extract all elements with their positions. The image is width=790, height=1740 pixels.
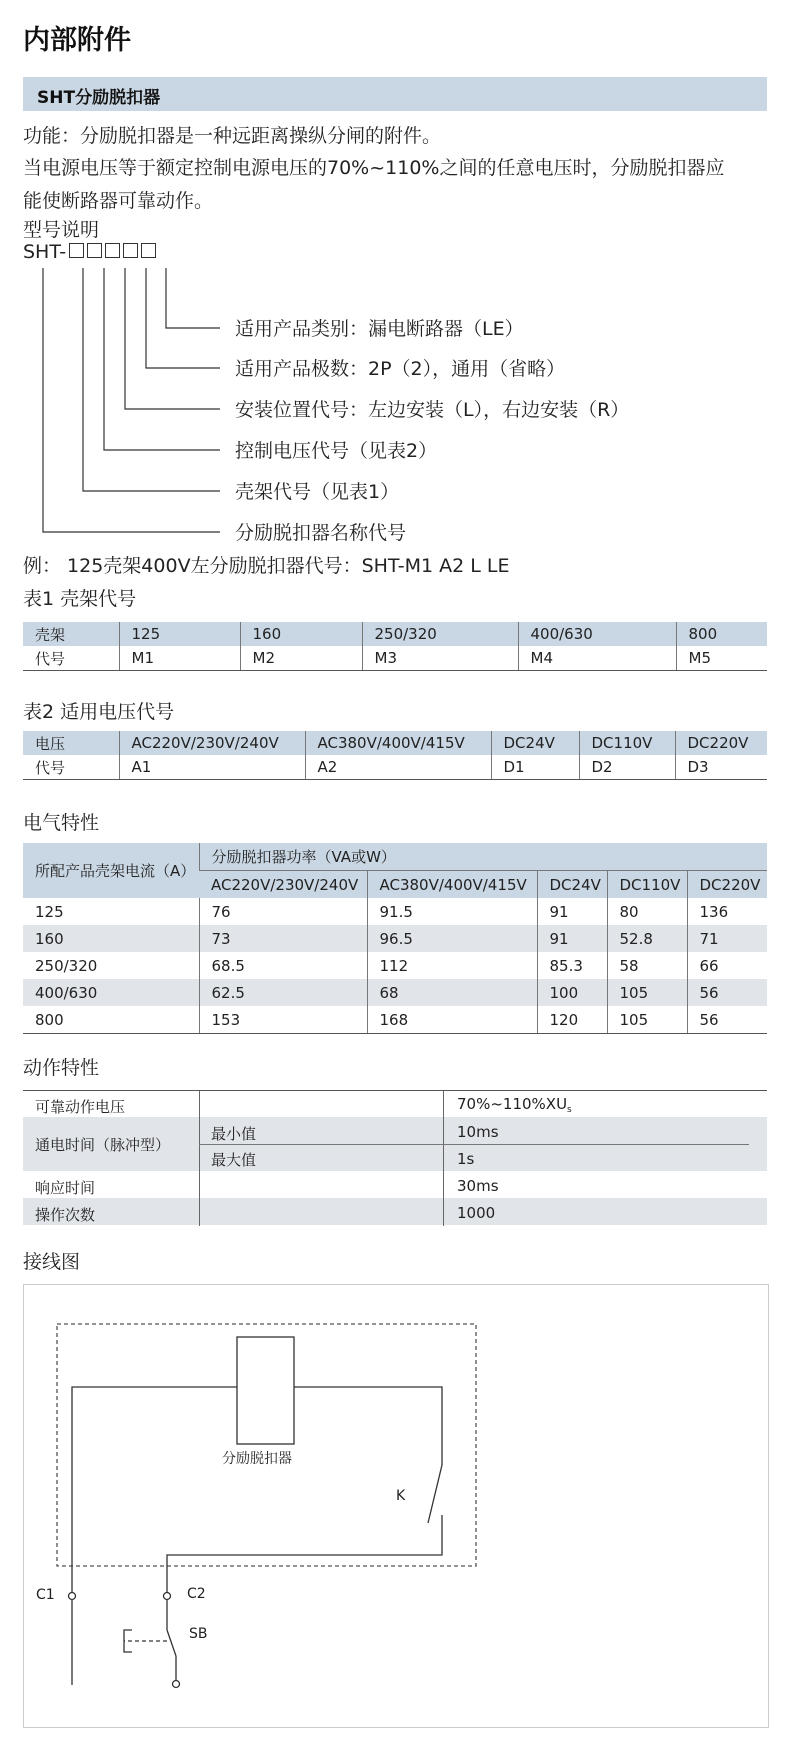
model-label-1: 适用产品类别：漏电断路器（LE） xyxy=(235,318,524,340)
section-band-title: SHT分励脱扣器 xyxy=(37,88,161,108)
switch-k-label: K xyxy=(396,1488,406,1504)
table2-cell: DC110V xyxy=(579,731,675,755)
action-heading: 动作特性 xyxy=(23,1057,100,1079)
intro-line-1: 功能：分励脱扣器是一种远距离操纵分闸的附件。 xyxy=(23,125,442,147)
table-row xyxy=(23,646,767,671)
electrical-cell: 85.3 xyxy=(537,952,607,979)
action-label-voltage: 可靠动作电压 xyxy=(35,1098,126,1116)
electrical-cell: 71 xyxy=(687,925,767,952)
action-label-operations: 操作次数 xyxy=(35,1206,96,1224)
electrical-table xyxy=(23,843,767,1034)
electrical-cell: 153 xyxy=(199,1006,367,1034)
table1-caption: 表1 壳架代号 xyxy=(23,588,137,610)
table-row xyxy=(23,979,767,1006)
electrical-cell: 73 xyxy=(199,925,367,952)
switch-k-blade xyxy=(428,1465,442,1523)
electrical-cell: 91 xyxy=(537,925,607,952)
switch-sb-blade xyxy=(167,1630,176,1656)
table2-cell: AC220V/230V/240V xyxy=(119,731,305,755)
table-row xyxy=(23,1006,767,1034)
table2-cell: D3 xyxy=(675,755,767,780)
model-label-6: 分励脱扣器名称代号 xyxy=(235,522,407,544)
divider xyxy=(199,1091,200,1226)
table2-cell: A2 xyxy=(305,755,491,780)
table1-cell: 壳架 xyxy=(35,625,66,644)
device-label: 分励脱扣器 xyxy=(222,1451,292,1467)
table-row xyxy=(23,755,767,780)
electrical-cell: 56 xyxy=(687,1006,767,1034)
table2-cell: DC24V xyxy=(491,731,579,755)
enclosure-dashed-box xyxy=(57,1324,476,1566)
divider xyxy=(23,1090,767,1091)
c2-label: C2 xyxy=(187,1586,206,1602)
table2 xyxy=(23,731,767,780)
terminal-c2 xyxy=(164,1593,171,1600)
table1-cell: 400/630 xyxy=(518,622,676,646)
terminal-sb xyxy=(173,1681,180,1688)
action-label-max: 最大值 xyxy=(211,1151,257,1169)
table1-cell: M2 xyxy=(240,646,362,671)
electrical-cell: 120 xyxy=(537,1006,607,1034)
electrical-cell: 68.5 xyxy=(199,952,367,979)
electrical-cell: 105 xyxy=(607,1006,687,1034)
model-label-5: 壳架代号（见表1） xyxy=(235,481,400,503)
electrical-group-header: 分励脱扣器功率（VA或W） xyxy=(199,843,767,871)
action-value-voltage xyxy=(457,1095,572,1115)
table1-cell: M5 xyxy=(676,646,767,671)
table1-cell: M3 xyxy=(362,646,518,671)
wiring-heading: 接线图 xyxy=(23,1251,81,1273)
action-label-pulse: 通电时间（脉冲型） xyxy=(35,1136,171,1154)
electrical-cell: 58 xyxy=(607,952,687,979)
table-row xyxy=(23,925,767,952)
action-table xyxy=(23,1090,767,1226)
voltage-subscript: s xyxy=(567,1105,572,1115)
electrical-cell: 112 xyxy=(367,952,537,979)
electrical-cell: 56 xyxy=(687,979,767,1006)
table2-cell: D1 xyxy=(491,755,579,780)
terminal-c1 xyxy=(69,1593,76,1600)
action-value-response: 30ms xyxy=(457,1177,499,1195)
electrical-col-header: DC110V xyxy=(607,871,687,899)
electrical-cell: 250/320 xyxy=(35,956,98,975)
electrical-cell: 400/630 xyxy=(35,983,98,1002)
table2-cell: AC380V/400V/415V xyxy=(305,731,491,755)
action-label-min: 最小值 xyxy=(211,1125,257,1143)
sb-label: SB xyxy=(189,1626,208,1642)
electrical-cell: 76 xyxy=(199,898,367,925)
wiring-diagram xyxy=(23,1284,769,1728)
electrical-cell: 136 xyxy=(687,898,767,925)
voltage-value: 70%~110%XU xyxy=(457,1095,568,1113)
table1-cell: 160 xyxy=(240,622,362,646)
shunt-coil-box xyxy=(237,1337,294,1444)
table2-cell: A1 xyxy=(119,755,305,780)
action-value-operations: 1000 xyxy=(457,1204,496,1222)
electrical-cell: 80 xyxy=(607,898,687,925)
model-heading: 型号说明 xyxy=(23,219,100,241)
intro-line-2: 当电源电压等于额定控制电源电压的70%~110%之间的任意电压时，分励脱扣器应 xyxy=(23,157,725,179)
model-leader-lines xyxy=(0,0,790,560)
electrical-cell: 100 xyxy=(537,979,607,1006)
electrical-cell: 105 xyxy=(607,979,687,1006)
action-value-max: 1s xyxy=(457,1150,475,1168)
electrical-cell: 96.5 xyxy=(367,925,537,952)
action-label-response: 响应时间 xyxy=(35,1179,96,1197)
electrical-heading: 电气特性 xyxy=(23,812,100,834)
model-code-text: SHT- xyxy=(23,241,67,263)
table1-cell: 250/320 xyxy=(362,622,518,646)
page-title: 内部附件 xyxy=(23,25,131,56)
table-row xyxy=(23,952,767,979)
table2-cell: 代号 xyxy=(23,755,119,780)
electrical-corner: 所配产品壳架电流（A） xyxy=(23,843,199,898)
table1-cell: M4 xyxy=(518,646,676,671)
divider xyxy=(199,1144,749,1145)
electrical-cell: 52.8 xyxy=(607,925,687,952)
c1-label: C1 xyxy=(36,1587,55,1603)
intro-line-3: 能使断路器可靠动作。 xyxy=(23,190,214,212)
model-label-2: 适用产品极数：2P（2），通用（省略） xyxy=(235,358,566,380)
electrical-col-header: DC24V xyxy=(537,871,607,899)
row-band xyxy=(23,1198,767,1225)
electrical-cell: 91 xyxy=(537,898,607,925)
model-example: 例： 125壳架400V左分励脱扣器代号：SHT-M1 A2 L LE xyxy=(23,555,510,577)
wire-left xyxy=(72,1387,237,1592)
table1 xyxy=(23,622,767,671)
model-label-4: 控制电压代号（见表2） xyxy=(235,440,438,462)
electrical-cell: 800 xyxy=(23,1006,199,1034)
action-value-min: 10ms xyxy=(457,1123,499,1141)
table1-cell: 800 xyxy=(676,622,767,646)
electrical-cell: 62.5 xyxy=(199,979,367,1006)
table2-cell: 电压 xyxy=(35,734,66,753)
table1-cell: 代号 xyxy=(23,646,119,671)
electrical-col-header: AC380V/400V/415V xyxy=(367,871,537,899)
table2-caption: 表2 适用电压代号 xyxy=(23,701,175,723)
electrical-cell: 68 xyxy=(367,979,537,1006)
divider xyxy=(443,1091,444,1226)
electrical-cell: 168 xyxy=(367,1006,537,1034)
wire-right xyxy=(294,1387,442,1465)
table-row xyxy=(23,622,767,646)
electrical-cell: 91.5 xyxy=(367,898,537,925)
table1-cell: M1 xyxy=(119,646,240,671)
electrical-cell: 66 xyxy=(687,952,767,979)
table-row xyxy=(23,898,767,925)
electrical-cell: 160 xyxy=(35,929,64,948)
electrical-cell: 125 xyxy=(35,902,64,921)
table-row xyxy=(23,731,767,755)
wire-bottom xyxy=(167,1515,442,1592)
model-label-3: 安装位置代号：左边安装（L），右边安装（R） xyxy=(235,399,630,421)
wiring-svg xyxy=(24,1285,768,1727)
electrical-col-header: AC220V/230V/240V xyxy=(211,875,359,894)
table-row xyxy=(23,843,767,871)
table1-cell: 125 xyxy=(119,622,240,646)
electrical-col-header: DC220V xyxy=(687,871,767,899)
table2-cell: DC220V xyxy=(675,731,767,755)
table2-cell: D2 xyxy=(579,755,675,780)
